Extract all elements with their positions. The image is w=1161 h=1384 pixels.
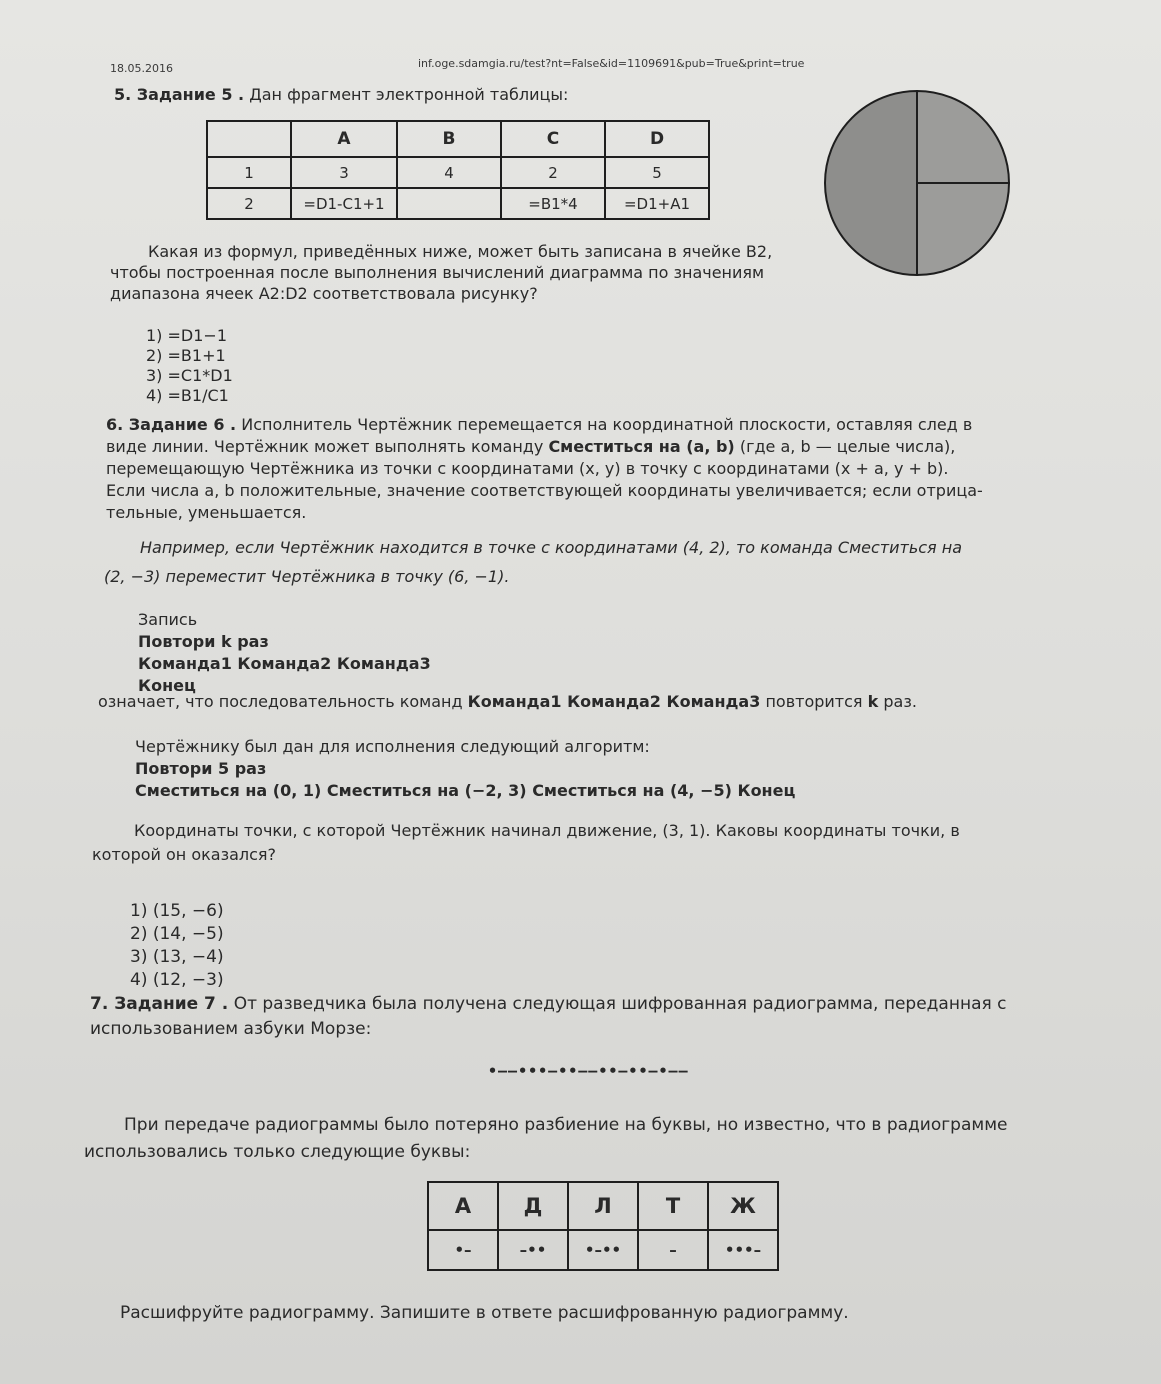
task6-means: [98, 691, 917, 712]
morse-code: –: [638, 1230, 708, 1270]
morse-code: •••–: [708, 1230, 778, 1270]
record-line: Команда1 Команда2 Команда3: [138, 654, 431, 673]
task6-text-line: тельные, уменьшается.: [106, 503, 307, 522]
task7-text-line: использованием азбуки Морзе:: [90, 1019, 372, 1039]
task6-text-line: Исполнитель Чертёжник перемещается на координатной плоскости, оставляя след в: [241, 415, 973, 434]
task6-option: 3) (13, −4): [130, 947, 224, 967]
cell-a2: =D1-C1+1: [291, 188, 397, 219]
row-header-2: 2: [207, 188, 291, 219]
task7-text-line: использовались только следующие буквы:: [84, 1142, 471, 1162]
pie-chart: [822, 88, 1012, 278]
spreadsheet-table: [206, 120, 710, 220]
morse-letter: Т: [638, 1182, 708, 1230]
cell-a1: 3: [291, 157, 397, 188]
task5-question: [110, 241, 772, 304]
pie-slice-3: [825, 91, 917, 275]
record-line: Конец: [138, 676, 196, 695]
morse-code: –••: [498, 1230, 568, 1270]
task6-algorithm: [135, 736, 795, 802]
task7-intro: [90, 992, 1006, 1042]
morse-table: [427, 1181, 779, 1271]
cell-c1: 2: [501, 157, 605, 188]
morse-codes-row: [428, 1230, 778, 1270]
task7-text-line: От разведчика была получена следующая шифрованная радиограмма, переданная с: [233, 994, 1007, 1014]
task5-question-line: чтобы построенная после выполнения вычислений диаграмма по значениям: [110, 263, 765, 282]
row-header-1: 1: [207, 157, 291, 188]
task6-question-line: которой он оказался?: [92, 845, 277, 864]
task7-number: 7. Задание 7 .: [90, 994, 229, 1014]
means-mid: повторится: [765, 692, 863, 711]
task7-text-line: При передаче радиограммы было потеряно разбиение на буквы, но известно, что в радиограмме: [124, 1115, 1008, 1135]
morse-letter: Л: [568, 1182, 638, 1230]
algo-line: Сместиться на (0, 1) Сместиться на (−2, 3) Сместиться на (4, −5) Конец: [135, 781, 796, 800]
spreadsheet-row: [207, 157, 709, 188]
means-prefix: означает, что последовательность команд: [98, 692, 463, 711]
task7-final-instruction: Расшифруйте радиограмму. Запишите в ответе расшифрованную радиограмму.: [120, 1303, 849, 1323]
task7-letters-text: [84, 1112, 1008, 1166]
task6-example-line: Например, если Чертёжник находится в точке с координатами (4, 2), то команда Сместиться на: [140, 538, 963, 557]
col-header-d: D: [605, 121, 709, 157]
cell-c2: =B1*4: [501, 188, 605, 219]
col-header-c: C: [501, 121, 605, 157]
task5-options: [146, 326, 233, 406]
corner-cell: [207, 121, 291, 157]
task5-option: 1) =D1−1: [146, 326, 227, 345]
morse-message: •––•••–••––••–••–•––: [488, 1062, 689, 1080]
task5-title: [114, 84, 568, 105]
morse-letter: Ж: [708, 1182, 778, 1230]
task5-option: 3) =C1*D1: [146, 366, 233, 385]
task5-question-line: Какая из формул, приведённых ниже, может быть записана в ячейке B2,: [148, 242, 773, 261]
task5-question-line: диапазона ячеек A2:D2 соответствовала рисунку?: [110, 284, 538, 303]
morse-code: •–••: [568, 1230, 638, 1270]
task5-option: 2) =B1+1: [146, 346, 226, 365]
pie-slices: [825, 91, 1009, 275]
task5-intro: Дан фрагмент электронной таблицы:: [249, 85, 569, 104]
col-header-a: A: [291, 121, 397, 157]
morse-letters-row: [428, 1182, 778, 1230]
means-bold: Команда1 Команда2 Команда3: [467, 692, 761, 711]
pie-slice-2: [917, 183, 1009, 275]
cell-d2: =D1+A1: [605, 188, 709, 219]
cell-d1: 5: [605, 157, 709, 188]
cell-b2: [397, 188, 501, 219]
record-line: Повтори k раз: [138, 632, 269, 651]
morse-code: •–: [428, 1230, 498, 1270]
algo-given: Чертёжнику был дан для исполнения следующий алгоритм:: [135, 737, 650, 756]
means-suffix: раз.: [883, 692, 917, 711]
task6-option: 4) (12, −3): [130, 970, 224, 990]
task6-text-line: Если числа a, b положительные, значение соответствующей координаты увеличивается; если отрица-: [106, 481, 983, 500]
morse-letter: А: [428, 1182, 498, 1230]
cell-b1: 4: [397, 157, 501, 188]
algo-line: Повтори 5 раз: [135, 759, 267, 778]
pie-slice-1: [917, 91, 1009, 183]
task6-text-line: виде линии. Чертёжник может выполнять команду: [106, 437, 544, 456]
record-label: Запись: [138, 610, 198, 629]
spreadsheet-header-row: [207, 121, 709, 157]
task5-option: 4) =B1/C1: [146, 386, 229, 405]
task6-intro: [106, 414, 983, 524]
col-header-b: B: [397, 121, 501, 157]
task6-option: 1) (15, −6): [130, 901, 224, 921]
task6-command: Сместиться на (a, b): [548, 437, 735, 456]
means-k: k: [867, 692, 879, 711]
task6-record: [138, 609, 431, 697]
task6-example-line: (2, −3) переместит Чертёжника в точку (6, −1).: [104, 567, 510, 586]
task6-question: [92, 819, 960, 867]
print-url: inf.oge.sdamgia.ru/test?nt=False&id=1109691&pub=True&print=true: [418, 57, 805, 70]
task6-question-line: Координаты точки, с которой Чертёжник начинал движение, (3, 1). Каковы координаты точки, в: [134, 821, 960, 840]
task5-number: 5. Задание 5 .: [114, 85, 245, 104]
task6-text-line: перемещающую Чертёжника из точки с координатами (x, y) в точку с координатами (x + a, y + b).: [106, 459, 949, 478]
morse-letter: Д: [498, 1182, 568, 1230]
task6-text-line: (где a, b — целые числа),: [739, 437, 956, 456]
task6-option: 2) (14, −5): [130, 924, 224, 944]
print-date: 18.05.2016: [110, 62, 173, 75]
task6-example: [104, 533, 962, 591]
task6-options: [130, 900, 224, 992]
spreadsheet-row: [207, 188, 709, 219]
task6-number: 6. Задание 6 .: [106, 415, 237, 434]
